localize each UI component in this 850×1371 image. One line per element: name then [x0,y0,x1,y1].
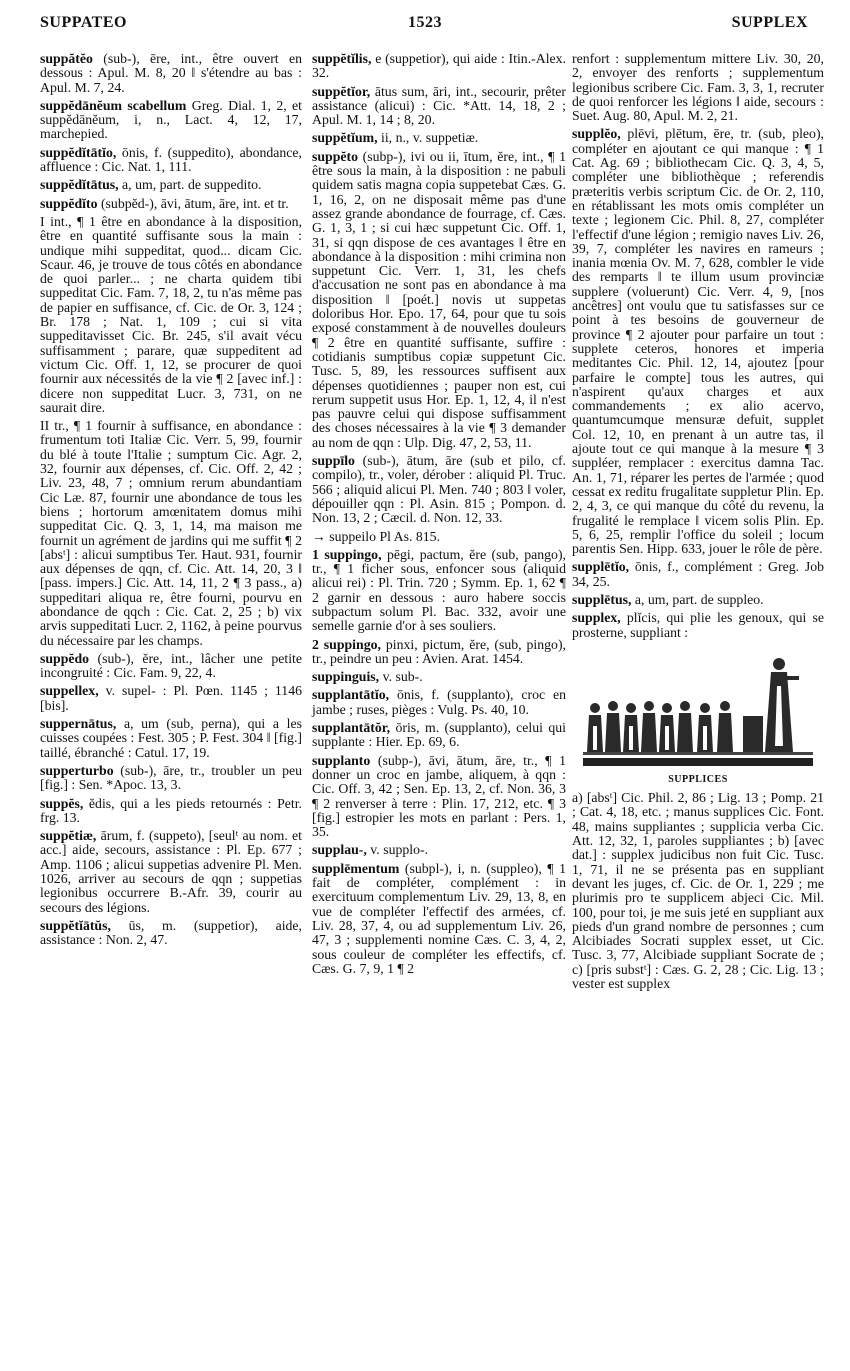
entry-definition: (sub-), ēre, int., être ouvert en dessous : Apul. M. 8, 20 ‖ s'étendre au bas : Apul. M. 7, 24. [40,51,302,95]
page-number: 1523 [408,14,442,31]
dictionary-entry [312,670,566,684]
entry-headword: suppĕtĭor, [312,83,371,99]
entry-headword: supplantātĭo, [312,687,390,703]
dictionary-entry [572,560,824,589]
entry-definition: v. supplo-. [366,842,429,858]
running-header [0,14,850,44]
column-3 [572,52,824,995]
header-left-guideword: SUPPATEO [40,14,127,31]
entry-definition: v. supel- : Pl. Pœn. 1145 ; 1146 [bis]. [40,683,302,713]
entry-definition: ātus sum, āri, int., secourir, prêter assistance (alicui) : Cic. *Att. 14, 18, 2 ; Apul. M. 1, 14 ; 8, 20. [312,83,566,128]
entry-headword: suppĕdo [40,650,90,666]
entry-headword: suppĕdĭto [40,195,98,211]
dictionary-entry [572,611,824,640]
entry-headword: suppīlo [312,453,355,469]
dictionary-entry [312,52,566,81]
dictionary-entry [572,593,824,607]
dictionary-entry [312,638,566,667]
entry-headword: suppinguis, [312,669,380,685]
entry-definition: a, um, part. de suppedito. [118,177,262,193]
dictionary-entry [40,99,302,142]
entry-headword: suppĕdānĕum scabellum [40,97,187,113]
dictionary-entry [572,791,824,991]
entry-headword: supplĕo, [572,126,621,142]
illustration-supplices [572,646,824,787]
entry-definition: Greg. Dial. 1, 2, et suppĕdānĕum, i, n., Lact. 4, 12, 17, marchepied. [40,97,302,142]
entry-headword: 2 suppingo, [312,636,381,652]
dictionary-entry [312,862,566,976]
dictionary-entry [312,150,566,450]
dictionary-entry [312,530,566,544]
entry-definition: (sub-), ātum, āre (sub et pilo, cf. compilo), tr., voler, dérober : aliquid Pl. Truc. 566 ; aliquid alicui Pl. Men. 740 ; 803 ‖ voler, dépouiller qqn : Pl. Asin. 815 ; Pompon. d. Non. 13, 2 ; Cæcil. d. Non. 12, 33. [312,453,566,526]
entry-headword: supplau-, [312,842,367,858]
entry-definition: pēgi, pactum, ĕre (sub, pango), tr., ¶ 1 ficher sous, enfoncer sous (aliquid alicui rei) : Pl. Trin. 720 ; Symm. Ep. 1, 62 ¶ 2 garnir en dessous : auro habere soccis subpactum solum Pl. Bac. 332, avoir une semelle garnie d'or à ses souliers. [312,546,566,634]
entry-headword: suppĕtĭum, [312,130,378,146]
entry-definition: (subpĕd-), āvi, ātum, āre, int. et tr. [97,195,289,211]
dictionary-entry [40,146,302,175]
entry-definition: (sub-), ĕre, int., lâcher une petite incongruité : Cic. Fam. 9, 22, 4. [40,650,302,681]
engraving-image [583,646,813,770]
entry-definition: ōnis, f., complément : Greg. Job 34, 25. [572,559,824,589]
entry-definition: ōnis, f. (supplanto), croc en jambe ; ruses, pièges : Vulg. Ps. 40, 10. [312,687,566,717]
dictionary-entry [40,178,302,192]
dictionary-entry [312,843,566,857]
entry-headword: suppĕdĭtātĭo, [40,144,117,160]
column-2 [312,52,566,980]
entry-headword: 1 suppingo, [312,546,382,562]
dictionary-entry [40,717,302,760]
entry-headword: supperturbo [40,762,114,778]
entry-definition: → suppeilo Pl As. 815. [312,528,441,544]
entry-headword: supplex, [572,610,621,626]
entry-definition: pinxi, pictum, ĕre, (sub, pingo), tr., peindre un peu : Avien. Arat. 1454. [312,636,567,666]
entry-headword: suppĕdĭtātus, [40,177,119,193]
column-1 [40,52,302,952]
entry-definition: renfort : supplementum mittere Liv. 30, 20, 2, envoyer des renforts ; supplementum legionibus scribere Cic. Fam. 3, 3, 1, recruter de quoi renforcer les légions ‖ aide, secours : Suet. Aug. 80, Apul. M. 2, 21. [572,51,824,124]
entry-definition: a, um (sub, perna), qui a les cuisses coupées : Fest. 305 ; P. Fest. 304 ‖ [fig.] taillé, ébranché : Catul. 17, 19. [40,716,302,760]
entry-headword: supplanto [312,752,371,768]
dictionary-entry [40,652,302,681]
entry-definition: v. sub-. [379,669,423,685]
entry-definition: ārum, f. (suppeto), [seulᵗ au nom. et acc.] aide, secours, assistance : Pl. Ep. 677 ; Amp. 1106 ; alicui suppetias advenire Pl. Men. 1026, arriver au secours de qqn ; suppetias legionibus occurrere B.-Afr. 39, courir au secours des légions. [40,828,302,915]
entry-definition: ōnis, f. (suppedito), abondance, affluence : Cic. Nat. 1, 111. [40,144,302,175]
entry-headword: suppĕtĭātŭs, [40,917,111,933]
dictionary-entry [312,721,566,750]
dictionary-entry [312,754,566,840]
entry-definition: ūs, m. (suppetior), aide, assistance : Non. 2, 47. [40,917,302,948]
dictionary-entry [40,684,302,713]
entry-headword: suppĕs, [40,795,84,811]
entry-definition: ĕdis, qui a les pieds retournés : Petr. frg. 13. [40,795,302,825]
entry-headword: suppellex, [40,683,99,699]
entry-headword: suppernātus, [40,716,117,732]
dictionary-entry [40,919,302,948]
dictionary-entry [572,127,824,556]
dictionary-entry [572,52,824,123]
entry-headword: suppĕto [312,148,359,164]
dictionary-entry [40,419,302,648]
entry-definition: I int., ¶ 1 être en abondance à la disposition, être en quantité suffisante sous la main : undique mihi suppeditat, quod... dicam Cic. Scaur. 46, je trouve de tous côtés en abondance de quoi parler... ; ne charta quidem tibi suppeditat Cic. Fam. 7, 18, 2, tu n'as même pas de papier en suffisance, cf. Cic. de Or. 3, 124 ; Br. 178 ; Nat. 1, 109 ; cui si vita suppeditavisset Cic. Br. 245, s'il avait vécu suffisamment ; parare, quæ suppeditent ad victum Cic. Off. 1, 12, se procurer de quoi fournir aux nécessités de la vie ¶ 2 [avec inf.] : dicere non suppeditat Lucr. 3, 731, on ne saurait dire. [40,213,302,415]
entry-definition: a) [absᵗ] Cic. Phil. 2, 86 ; Lig. 13 ; Pomp. 21 ; Cat. 4, 18, etc. ; manus supplices Cic. Font. 48, mains suppliantes ; supplicia verba Cic. Att. 12, 32, 1, paroles suppliantes ; b) [avec dat.] : supplex judicibus non fuit Cic. Tusc. 1, 71, il ne se présenta pas en suppliant devant les juges, cf. Cic. de Or. 1, 229 ; me plurimis pro te supplicem abjeci Cic. Mil. 100, pour toi, je me suis jeté en suppliant aux pieds d'un grand nombre de personnes ; cum Alcibiades Socrati supplex esset, ut Cic. Tusc. 3, 77, Alcibiade suppliant Socrate de ; c) [pris substᵗ] : Cæs. G. 2, 28 ; Cic. Lig. 13 ; vester est supplex [572,790,824,992]
dictionary-entry [40,829,302,915]
dictionary-entry [312,688,566,717]
entry-definition: (subp-), ivi ou ii, ītum, ĕre, int., ¶ 1 être sous la main, à la disposition : ne pabuli quidem satis magna copia suppetebat Cæs. G. 1, 16, 2, on ne disposait même pas d'une assez grande abondance de fourrage, cf. Cæs. G. 1, 3, 1 ; si cui hæc suppetunt Cic. Off. 1, 31, si qqn dispose de ces avantages ‖ être en abondance à la disposition : mihi crimina non suppetunt Cic. Verr. 1, 31, les chefs d'accusation ne sont pas en abondance à ma disposition ‖ [poét.] novis ut suppetas doloribus Hor. Epo. 17, 64, pour que tu sois exposé constamment à de nouvelles douleurs ¶ 2 être en quantité suffisante, suffire : cotidianis sumptibus copiæ suppetunt Cic. Tusc. 5, 89, les ressources suffisent aux dépenses quotidiennes ; pauper non est, cui rerum suppetit usus Hor. Ep. 1, 12, 4, il n'est pas pauvre celui qui dispose suffisamment des choses nécessaires à la vie ¶ 3 demander au nom de qqn : Ulp. Dig. 47, 2, 53, 11. [312,148,566,450]
dictionary-entry [40,52,302,95]
entry-definition: a, um, part. de suppleo. [631,591,764,607]
entry-definition: e (suppetior), qui aide : Itin.-Alex. 32. [312,51,566,81]
dictionary-entry [40,197,302,211]
header-right-guideword: SUPPLEX [731,14,808,31]
entry-definition: ii, n., v. suppetiæ. [377,130,479,146]
dictionary-entry [40,764,302,793]
dictionary-entry [312,548,566,634]
entry-definition: ōris, m. (supplanto), celui qui supplante : Hier. Ep. 69, 6. [312,720,566,750]
entry-headword: supplētus, [572,591,632,607]
entry-definition: plĭcis, qui plie les genoux, qui se prosterne, suppliant : [572,610,824,640]
dictionary-entry [40,215,302,415]
dictionary-entry [40,797,302,826]
entry-definition: (sub-), āre, tr., troubler un peu [fig.] : Sen. *Apoc. 13, 3. [40,762,302,793]
entry-headword: suppătĕo [40,51,93,66]
entry-definition: (subpl-), i, n. (suppleo), ¶ 1 fait de compléter, complément : in exercituum complementum Liv. 29, 13, 8, en vue de compléter l'effectif des armées, cf. Liv. 28, 37, 4, ou ad supplementum Liv. 26, 47, 3 ; supplementi nomine Cæs. C. 3, 4, 2, sous couleur de compléter les effectifs, cf. Cæs. G. 7, 9, 1 ¶ 2 [312,860,566,976]
entry-definition: II tr., ¶ 1 fournir à suffisance, en abondance : frumentum toti Italiæ Cic. Verr. 5, 99, fournir du blé à toute l'Italie ; sumptum Cic. Agr. 2, 32, fournir aux dépenses, cf. Cic. Off. 2, 42 ; Liv. 23, 48, 7 ; omnium rerum abundantiam Cic Læ. 87, fournir une abondance de tous les biens ; hortorum amœnitatem domus mihi suppeditat Cic. Q. 3, 1, 14, ma maison me fournit un agrément de jardins qui me suffit ¶ 2 [absᵗ] : alicui sumptibus Ter. Haut. 931, fournir aux dépenses de qqn, cf. Cic. Att. 14, 20, 3 ‖ [pass. impers.] Cic. Att. 14, 11, 2 ¶ 3 pass., a) suppeditari aliqua re, être fourni, pourvu en abondance de qqch : Cic. Cat. 2, 25 ; b) vix arvis suppeditati Lucr. 2, 1162, à peine pourvus du nécessaire par les champs. [40,418,302,648]
entry-headword: supplētĭo, [572,559,630,575]
entry-headword: suppĕtĭlis, [312,51,372,66]
entry-headword: suppĕtiæ, [40,828,97,844]
dictionary-entry [312,131,566,145]
entry-definition: plēvi, plētum, ēre, tr. (sub, pleo), compléter en ajoutant ce qui manque : ¶ 1 Cat. Ag. 69 ; bibliothecam Cic. Q. 3, 4, 5, compléter une bibliothèque ; referendis præteritis verbis scriptum Cic. de Or. 2, 110, en rétablissant les mots omis compléter un texte ; legionem Cic. Phil. 8, 27, compléter l'effectif d'une légion ; remigio naves Liv. 26, 39, 7, compléter les navires en rameurs ; inania mœnia Ov. M. 7, 628, combler le vide des remparts ‖ te illum usum provinciæ supplere (voluerunt) Cic. Verr. 4, 9, [nos ancêtres] ont voulu que tu satisfasses sur ce point à tes besoins de gouverneur de province ¶ 2 ajouter pour parfaire un tout : supplete ceteros, honores et imperia meditantes Cic. Phil. 12, 14, ajoutez [pour parfaire le compte] tous les autres, qui n'aspirent qu'aux charges et aux commandements ; ex alio acervo, quantumcumque mensuræ defuit, supplet Col. 12, 10, en prenant à un autre tas, il ajoute tout ce qui manque à la mesure ¶ 3 suppléer, remplacer : exercitus damna Tac. An. 1, 71, réparer les pertes de l'armée ; quod cessat ex reditu frugalitate suppletur Plin. Ep. 2, 4, 3, ce qui manque du côté du revenu, la frugalité le remplace ‖ vicem solis Plin. Ep. 5, 6, 25, remplir l'office du soleil ; locum parentis Sen. Hipp. 633, jouer le rôle de père. [572,126,824,557]
entry-headword: supplēmentum [312,860,400,876]
dictionary-entry [312,454,566,525]
entry-headword: supplantātŏr, [312,720,391,736]
entry-definition: (subp-), āvi, ātum, āre, tr., ¶ 1 donner un croc en jambe, aliquem, à qqn : Cic. Off. 3, 42 ; Sen. Ep. 13, 2, cf. Non. 36, 3 ¶ 2 renverser à terre : Plin. 17, 212, etc. ¶ 3 [fig.] estropier les mots en parlant : Pers. 1, 35. [312,752,566,840]
illustration-caption: SUPPLICES [668,773,728,785]
dictionary-entry [312,85,566,128]
